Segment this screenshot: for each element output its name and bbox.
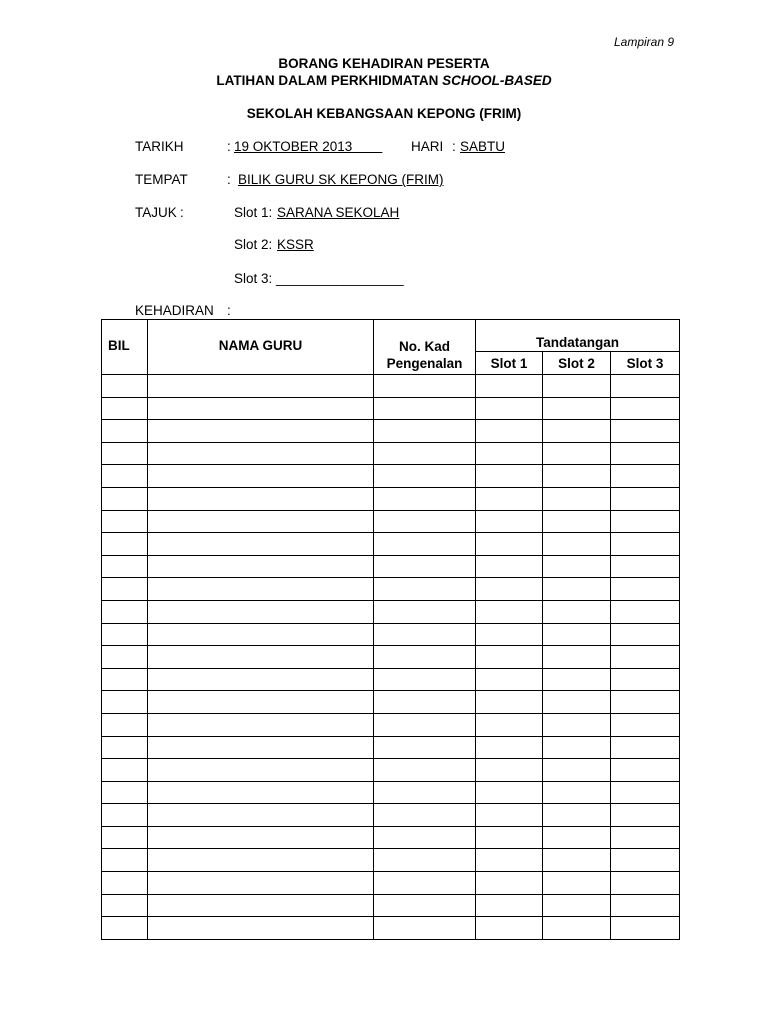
cell-nama-guru[interactable] (148, 826, 374, 849)
cell-slot-3[interactable] (611, 804, 680, 827)
cell-no-kad[interactable] (374, 623, 476, 646)
cell-bil[interactable] (102, 691, 148, 714)
annex-label: Lampiran 9 (614, 35, 675, 49)
cell-slot-3[interactable] (611, 487, 680, 510)
cell-slot-1[interactable] (476, 375, 543, 398)
cell-slot-1[interactable] (476, 555, 543, 578)
hari-colon: : (452, 139, 456, 154)
cell-nama-guru[interactable] (148, 600, 374, 623)
cell-no-kad[interactable] (374, 555, 476, 578)
cell-slot-1[interactable] (476, 781, 543, 804)
cell-slot-1[interactable] (476, 397, 543, 420)
cell-slot-1[interactable] (476, 623, 543, 646)
cell-bil[interactable] (102, 736, 148, 759)
cell-slot-1[interactable] (476, 510, 543, 533)
attendance-rows (102, 375, 680, 940)
cell-slot-2[interactable] (543, 420, 611, 443)
cell-nama-guru[interactable] (148, 487, 374, 510)
table-row (102, 397, 680, 420)
cell-slot-2[interactable] (543, 917, 611, 940)
col-header-slot-1: Slot 1 (476, 352, 543, 375)
title-line-2-text: LATIHAN DALAM PERKHIDMATAN (216, 73, 443, 88)
table-row (102, 894, 680, 917)
cell-slot-1[interactable] (476, 465, 543, 488)
cell-slot-1[interactable] (476, 578, 543, 601)
cell-bil[interactable] (102, 668, 148, 691)
cell-nama-guru[interactable] (148, 555, 374, 578)
hari-label: HARI (411, 139, 444, 154)
cell-slot-3[interactable] (611, 420, 680, 443)
tempat-label: TEMPAT (135, 172, 188, 187)
table-row (102, 442, 680, 465)
cell-bil[interactable] (102, 510, 148, 533)
cell-slot-2[interactable] (543, 442, 611, 465)
cell-slot-3[interactable] (611, 917, 680, 940)
cell-nama-guru[interactable] (148, 465, 374, 488)
col-header-nama-guru: NAMA GURU (148, 320, 374, 375)
cell-nama-guru[interactable] (148, 872, 374, 895)
cell-slot-3[interactable] (611, 442, 680, 465)
table-row (102, 872, 680, 895)
cell-nama-guru[interactable] (148, 646, 374, 669)
cell-slot-1[interactable] (476, 646, 543, 669)
cell-bil[interactable] (102, 533, 148, 556)
cell-slot-3[interactable] (611, 646, 680, 669)
cell-slot-2[interactable] (543, 487, 611, 510)
cell-slot-1[interactable] (476, 668, 543, 691)
cell-bil[interactable] (102, 781, 148, 804)
cell-slot-1[interactable] (476, 872, 543, 895)
cell-slot-3[interactable] (611, 465, 680, 488)
cell-bil[interactable] (102, 826, 148, 849)
cell-slot-3[interactable] (611, 736, 680, 759)
cell-bil[interactable] (102, 917, 148, 940)
col-header-slot-3: Slot 3 (611, 352, 680, 375)
slot2-value: KSSR (277, 237, 314, 252)
cell-no-kad[interactable] (374, 578, 476, 601)
table-row (102, 420, 680, 443)
cell-slot-2[interactable] (543, 759, 611, 782)
cell-slot-2[interactable] (543, 555, 611, 578)
cell-nama-guru[interactable] (148, 623, 374, 646)
cell-no-kad[interactable] (374, 600, 476, 623)
cell-no-kad[interactable] (374, 849, 476, 872)
slot3-label: Slot 3: (234, 271, 273, 286)
cell-slot-2[interactable] (543, 510, 611, 533)
cell-slot-2[interactable] (543, 894, 611, 917)
slot1-value: SARANA SEKOLAH (277, 205, 400, 220)
table-row (102, 555, 680, 578)
cell-slot-2[interactable] (543, 623, 611, 646)
cell-slot-1[interactable] (476, 894, 543, 917)
cell-slot-2[interactable] (543, 578, 611, 601)
cell-slot-3[interactable] (611, 713, 680, 736)
cell-nama-guru[interactable] (148, 759, 374, 782)
cell-no-kad[interactable] (374, 759, 476, 782)
cell-nama-guru[interactable] (148, 713, 374, 736)
cell-nama-guru[interactable] (148, 849, 374, 872)
cell-slot-3[interactable] (611, 510, 680, 533)
cell-no-kad[interactable] (374, 668, 476, 691)
cell-slot-1[interactable] (476, 442, 543, 465)
cell-nama-guru[interactable] (148, 804, 374, 827)
cell-bil[interactable] (102, 804, 148, 827)
tarikh-label: TARIKH (135, 139, 184, 154)
col-header-bil: BIL (102, 320, 148, 375)
tarikh-value: 19 OKTOBER 2013 (234, 139, 383, 154)
cell-no-kad[interactable] (374, 736, 476, 759)
cell-slot-1[interactable] (476, 533, 543, 556)
cell-bil[interactable] (102, 578, 148, 601)
table-row (102, 736, 680, 759)
col-header-no-kad (374, 320, 476, 375)
cell-slot-3[interactable] (611, 691, 680, 714)
cell-slot-3[interactable] (611, 826, 680, 849)
cell-slot-3[interactable] (611, 397, 680, 420)
cell-slot-1[interactable] (476, 487, 543, 510)
tajuk-label: TAJUK (135, 205, 177, 220)
cell-slot-3[interactable] (611, 759, 680, 782)
col-header-slot-2: Slot 2 (543, 352, 611, 375)
cell-slot-2[interactable] (543, 375, 611, 398)
title-line-2-italic: SCHOOL-BASED (442, 73, 552, 88)
cell-slot-2[interactable] (543, 781, 611, 804)
table-row (102, 623, 680, 646)
cell-no-kad[interactable] (374, 442, 476, 465)
cell-slot-3[interactable] (611, 578, 680, 601)
cell-bil[interactable] (102, 759, 148, 782)
cell-slot-2[interactable] (543, 646, 611, 669)
cell-slot-3[interactable] (611, 894, 680, 917)
cell-slot-2[interactable] (543, 804, 611, 827)
cell-bil[interactable] (102, 646, 148, 669)
cell-no-kad[interactable] (374, 691, 476, 714)
attendance-table (101, 319, 680, 940)
cell-no-kad[interactable] (374, 397, 476, 420)
cell-nama-guru[interactable] (148, 510, 374, 533)
cell-bil[interactable] (102, 849, 148, 872)
cell-no-kad[interactable] (374, 917, 476, 940)
table-row (102, 804, 680, 827)
kehadiran-label: KEHADIRAN (135, 303, 214, 318)
cell-nama-guru[interactable] (148, 442, 374, 465)
table-row (102, 465, 680, 488)
cell-no-kad[interactable] (374, 420, 476, 443)
table-row (102, 533, 680, 556)
cell-bil[interactable] (102, 872, 148, 895)
table-row (102, 826, 680, 849)
cell-bil[interactable] (102, 487, 148, 510)
cell-nama-guru[interactable] (148, 736, 374, 759)
cell-slot-2[interactable] (543, 600, 611, 623)
tempat-value: BILIK GURU SK KEPONG (FRIM) (238, 172, 444, 187)
cell-bil[interactable] (102, 623, 148, 646)
cell-bil[interactable] (102, 375, 148, 398)
cell-slot-1[interactable] (476, 600, 543, 623)
col-header-no-kad-line2: Pengenalan (386, 356, 463, 371)
cell-slot-2[interactable] (543, 849, 611, 872)
cell-nama-guru[interactable] (148, 781, 374, 804)
cell-nama-guru[interactable] (148, 917, 374, 940)
school-name: SEKOLAH KEBANGSAAN KEPONG (FRIM) (246, 106, 522, 121)
table-row (102, 713, 680, 736)
cell-no-kad[interactable] (374, 894, 476, 917)
table-row (102, 578, 680, 601)
cell-slot-1[interactable] (476, 804, 543, 827)
cell-bil[interactable] (102, 713, 148, 736)
cell-bil[interactable] (102, 420, 148, 443)
cell-nama-guru[interactable] (148, 894, 374, 917)
table-row (102, 759, 680, 782)
cell-bil[interactable] (102, 894, 148, 917)
cell-nama-guru[interactable] (148, 668, 374, 691)
cell-no-kad[interactable] (374, 826, 476, 849)
cell-nama-guru[interactable] (148, 533, 374, 556)
cell-slot-3[interactable] (611, 623, 680, 646)
cell-no-kad[interactable] (374, 646, 476, 669)
cell-slot-3[interactable] (611, 555, 680, 578)
cell-no-kad[interactable] (374, 872, 476, 895)
cell-no-kad[interactable] (374, 510, 476, 533)
cell-slot-2[interactable] (543, 465, 611, 488)
table-row (102, 668, 680, 691)
slot2-label: Slot 2: (234, 237, 273, 252)
cell-slot-3[interactable] (611, 872, 680, 895)
table-row (102, 849, 680, 872)
cell-no-kad[interactable] (374, 465, 476, 488)
cell-bil[interactable] (102, 442, 148, 465)
cell-nama-guru[interactable] (148, 420, 374, 443)
cell-slot-2[interactable] (543, 533, 611, 556)
hari-value: SABTU (460, 139, 506, 154)
cell-bil[interactable] (102, 465, 148, 488)
cell-slot-3[interactable] (611, 849, 680, 872)
cell-slot-1[interactable] (476, 917, 543, 940)
slot3-value: _________________ (276, 271, 404, 286)
cell-slot-2[interactable] (543, 713, 611, 736)
cell-nama-guru[interactable] (148, 375, 374, 398)
cell-bil[interactable] (102, 397, 148, 420)
cell-bil[interactable] (102, 555, 148, 578)
table-row (102, 691, 680, 714)
form-title (0, 55, 768, 89)
col-header-no-kad-line1: No. Kad (398, 339, 450, 354)
cell-no-kad[interactable] (374, 487, 476, 510)
cell-no-kad[interactable] (374, 713, 476, 736)
cell-slot-1[interactable] (476, 691, 543, 714)
tajuk-colon: : (180, 205, 184, 220)
cell-no-kad[interactable] (374, 804, 476, 827)
table-row (102, 917, 680, 940)
cell-no-kad[interactable] (374, 781, 476, 804)
table-row (102, 781, 680, 804)
title-line-2 (0, 72, 768, 89)
tempat-colon: : (227, 172, 231, 187)
cell-slot-2[interactable] (543, 397, 611, 420)
cell-slot-1[interactable] (476, 713, 543, 736)
table-row (102, 375, 680, 398)
table-row (102, 487, 680, 510)
cell-slot-3[interactable] (611, 668, 680, 691)
cell-no-kad[interactable] (374, 375, 476, 398)
cell-nama-guru[interactable] (148, 578, 374, 601)
cell-slot-3[interactable] (611, 781, 680, 804)
slot1-label: Slot 1: (234, 205, 273, 220)
title-line-1: BORANG KEHADIRAN PESERTA (278, 56, 490, 71)
cell-slot-2[interactable] (543, 736, 611, 759)
cell-slot-2[interactable] (543, 691, 611, 714)
cell-slot-1[interactable] (476, 420, 543, 443)
cell-slot-1[interactable] (476, 849, 543, 872)
cell-slot-1[interactable] (476, 759, 543, 782)
cell-nama-guru[interactable] (148, 691, 374, 714)
tarikh-colon: : (227, 139, 231, 154)
cell-no-kad[interactable] (374, 533, 476, 556)
table-row (102, 510, 680, 533)
kehadiran-colon: : (227, 303, 231, 318)
table-row (102, 646, 680, 669)
cell-nama-guru[interactable] (148, 397, 374, 420)
cell-slot-3[interactable] (611, 533, 680, 556)
table-row (102, 600, 680, 623)
cell-slot-2[interactable] (543, 668, 611, 691)
cell-slot-1[interactable] (476, 826, 543, 849)
col-header-tandatangan: Tandatangan (476, 320, 680, 352)
cell-slot-3[interactable] (611, 375, 680, 398)
cell-bil[interactable] (102, 600, 148, 623)
cell-slot-3[interactable] (611, 600, 680, 623)
cell-slot-2[interactable] (543, 872, 611, 895)
cell-slot-2[interactable] (543, 826, 611, 849)
cell-slot-1[interactable] (476, 736, 543, 759)
